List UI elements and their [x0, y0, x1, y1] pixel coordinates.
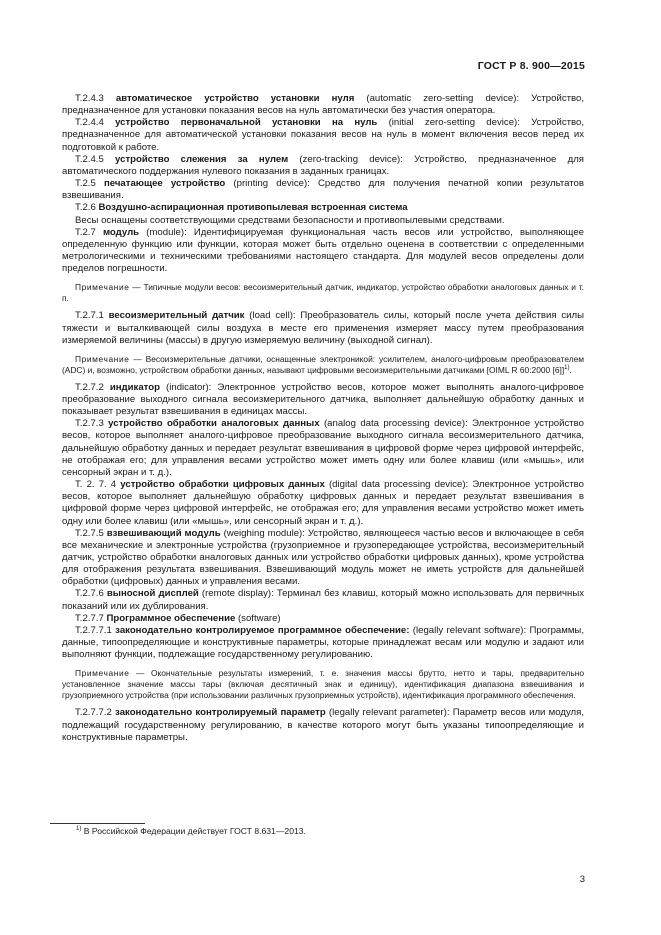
note-paragraph: Примечание — Весоизмерительные датчики, оснащенные электроникой: усилителем, аналого-цифровым преобразователем (ADC) и, возможно, устройством обработки данных, называют цифровыми весоизмерительными датчиками [OIML R 60:2000 [6]]$^{1)}$. [62, 353, 584, 375]
clause-paragraph: Т.2.7.1 весоизмерительный датчик (load cell): Преобразователь силы, который после учета действия силы тяжести и выталкивающей силы воздуха в месте его применения измеряет массу путем преобразования измеряемой величины (массы) в другую измеряемую величину (выходной сигнал). [62, 310, 585, 346]
section-heading: Т.2.6 Воздушно-аспирационная противопылевая встроенная система [75, 202, 408, 214]
footnote-divider [50, 823, 145, 824]
footnote-mark: 1) [76, 826, 82, 833]
clause-paragraph: Т.2.4.4 устройство первоначальной установки на нуль (initial zero-setting device): Устройство, предназначенное для автоматической установки показания весов на нуль в момент включения весов перед их подготовкой к работе. [62, 117, 585, 153]
note-paragraph: Примечание — Окончательные результаты измерений, т. е. значения массы брутто, нетто и тары, предварительно установленное значение массы тары (включая десятичный знак и единицу), идентификация диапазона взвешивания и грузоприемного устройства (при использовании различных грузоприемных устройств), идентификация программного обеспечения. [62, 668, 584, 701]
term: выносной дисплей [106, 588, 199, 600]
term: весоизмерительный датчик [108, 310, 245, 322]
term: Воздушно-аспирационная противопылевая встроенная система [98, 202, 408, 214]
clause-paragraph: Т. 2. 7. 4 устройство обработки цифровых данных (digital data processing device): Электронное устройство весов, которое выполняет дальнейшую обработку цифровых данных и передает результат взвешивания в цифровой форме через цифровой интерфейс, не отображая его; для управления весами устройство может иметь одну или более клавиш (или «мышь», или сенсорный экран и т. д.). [62, 479, 584, 527]
clause-paragraph: Т.2.4.5 устройство слежения за нулем (zero-tracking device): Устройство, предназначенное для автоматического поддержания нулевого показания в заданных границах. [62, 153, 585, 177]
footnote: $^{1)}$ В Российской Федерации действует ГОСТ 8.631—2013. [76, 826, 306, 836]
body-paragraph: Весы оснащены соответствующими средствами безопасности и противопылевыми средствами. [75, 214, 505, 226]
note-label: Примечание [75, 668, 130, 679]
term: устройство слежения за нулем [115, 153, 289, 165]
footnote-ref: 1) [564, 365, 570, 372]
document-code: ГОСТ Р 8. 900—2015 [477, 60, 585, 72]
clause-paragraph: Т.2.5 печатающее устройство (printing device): Средство для получения печатной копии результатов взвешивания. [62, 178, 584, 202]
clause-paragraph: Т.2.7.6 выносной дисплей (remote display): Терминал без клавиш, который можно использовать для первичных показаний или их дублирования. [62, 588, 585, 612]
clause-paragraph: Т.2.7.3 устройство обработки аналоговых данных (analog data processing device): Электронное устройство весов, которое выполняет аналого-цифровое преобразование выходного сигнала весоизмерительного датчика, дальнейшую обработку данных и передает результат взвешивания в цифровой форме через цифровой интерфейс, не отображая его; для управления весами устройство может иметь одну или более клавиш (или «мышь», или сенсорный экран и т. д.). [62, 418, 584, 478]
term: индикатор [109, 381, 160, 393]
term: Программное обеспечение [106, 612, 236, 624]
term: законодательно контролируемое программное обеспечение: [115, 624, 410, 636]
clause-paragraph: Т.2.7.5 взвешивающий модуль (weighing module): Устройство, являющееся частью весов и включающее в себя все механические и электронные устройства (грузоприемное и грузопередающее устройства, весоизмерительный датчик, устройство обработки аналоговых данных или устройство обработки цифровых данных), кроме устройства для отображения результата взвешивания. Взвешивающий модуль может не иметь устройств для дальнейшей обработки (цифровых) данных и управления весами. [62, 527, 585, 588]
note-label: Примечание [75, 353, 130, 364]
term: печатающее устройство [103, 178, 226, 190]
clause-paragraph: Т.2.7.7.1 законодательно контролируемое программное обеспечение: (legally relevant software): Программы, данные, типоопределяющие и конструктивные параметры, которые принадлежат весам или модулю и задают или выполняют функции, подлежащие государственному регулированию. [62, 624, 584, 661]
clause-paragraph: Т.2.4.3 автоматическое устройство установки нуля (automatic zero-setting device): Устройство, предназначенное для установки показания весов на нуль автоматически без участия оператора. [62, 93, 584, 117]
term: взвешивающий модуль [106, 527, 221, 539]
document-body [62, 93, 584, 744]
term: автоматическое устройство установки нуля [115, 93, 355, 104]
clause-paragraph: Т.2.7.7.2 законодательно контролируемый параметр (legally relevant parameter): Параметр весов или модуля, подлежащий государственному регулированию, в качестве которого могут быть указаны типоопределяющие и конструктивные параметры. [62, 707, 584, 743]
note-label: Примечание [75, 282, 130, 293]
clause-paragraph: Т.2.7.2 индикатор (indicator): Электронное устройство весов, которое может выполнять аналого-цифровое преобразование выходного сигнала весоизмерительного датчика, выполняет дальнейшую обработку данных и показывает результат взвешивания в единицах массы. [62, 381, 584, 418]
clause-paragraph: Т.2.7.7 Программное обеспечение (software) [75, 612, 281, 624]
term: модуль [102, 226, 140, 238]
clause-paragraph: Т.2.7 модуль (module): Идентифицируемая функциональная часть весов или устройство, выполняющее определенную функцию или функции, которая может быть отдельно оценена в соответствии с определенными метрологическими и техническими требованиями настоящего стандарта. Для модулей весов определены доли пределов погрешности. [62, 226, 584, 275]
term: устройство обработки аналоговых данных [108, 418, 320, 430]
term: устройство первоначальной установки на нуль [115, 117, 378, 129]
page-number: 3 [579, 874, 585, 885]
note-paragraph: Примечание — Типичные модули весов: весоизмерительный датчик, индикатор, устройство обработки аналоговых данных и т. п. [62, 282, 584, 304]
term: законодательно контролируемый параметр [115, 707, 326, 719]
term: устройство обработки цифровых данных [120, 479, 325, 491]
